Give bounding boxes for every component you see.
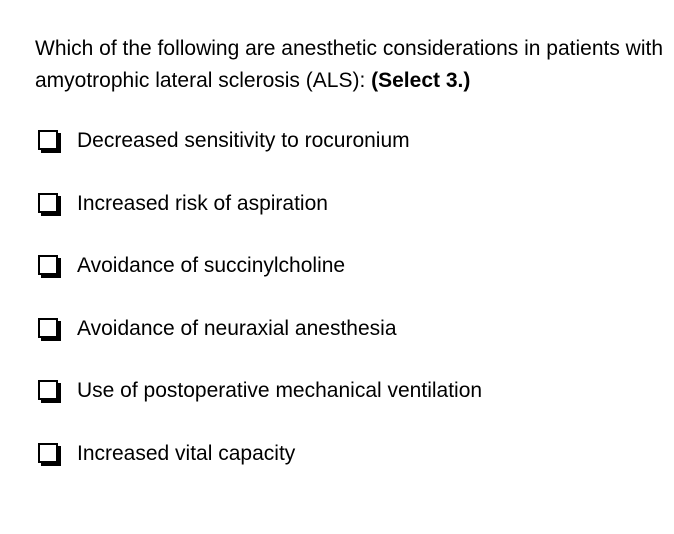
checkbox-icon[interactable] xyxy=(38,380,58,400)
option-label: Decreased sensitivity to rocuronium xyxy=(77,129,410,152)
checkbox-icon[interactable] xyxy=(38,318,58,338)
question-stem: Which of the following are anesthetic considerations in patients with amyotrophic lateral sclerosis (ALS): xyxy=(35,37,664,92)
checkbox-icon[interactable] xyxy=(38,130,58,150)
option-label: Increased risk of aspiration xyxy=(77,191,328,215)
checkbox-icon[interactable] xyxy=(38,193,58,213)
option-increased-risk-aspiration[interactable] xyxy=(38,188,482,220)
question-text xyxy=(35,33,665,97)
option-decreased-sensitivity-rocuronium[interactable] xyxy=(38,125,482,157)
option-avoidance-neuraxial-anesthesia[interactable] xyxy=(38,313,482,345)
option-postoperative-mechanical-ventilation[interactable] xyxy=(38,375,482,407)
option-label: Avoidance of succinylcholine xyxy=(77,254,346,277)
option-label: Use of postoperative mechanical ventilation xyxy=(77,379,483,402)
checkbox-icon[interactable] xyxy=(38,443,58,463)
option-avoidance-succinylcholine[interactable] xyxy=(38,250,482,282)
question-instruction: (Select 3.) xyxy=(371,69,471,92)
checkbox-icon[interactable] xyxy=(38,255,58,275)
option-label: Avoidance of neuraxial anesthesia xyxy=(77,316,397,340)
answer-options xyxy=(38,125,482,500)
option-increased-vital-capacity[interactable] xyxy=(38,438,482,470)
option-label: Increased vital capacity xyxy=(77,441,296,465)
